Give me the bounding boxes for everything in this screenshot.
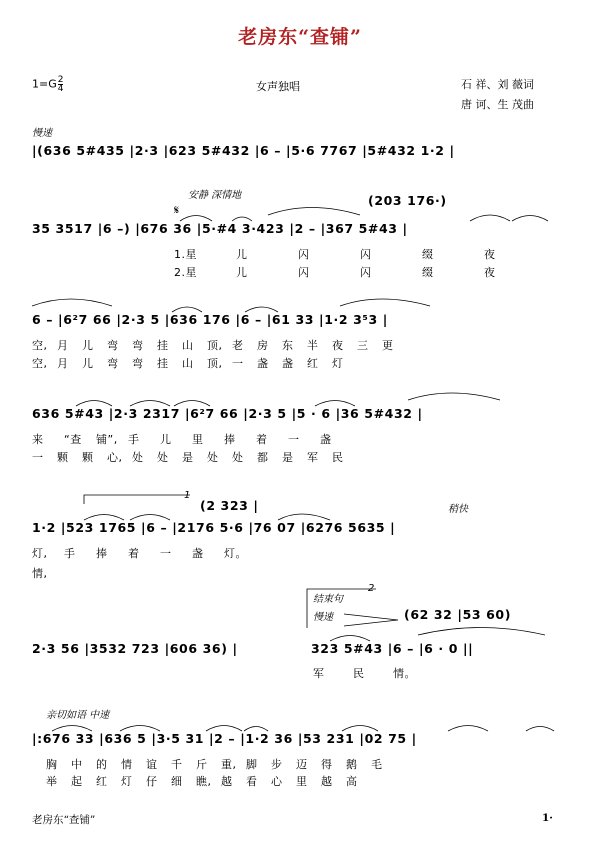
lyric-syllable: 脚 [246, 758, 258, 771]
slur [120, 726, 160, 732]
slur [340, 299, 430, 306]
lyric-syllable: 千 [171, 758, 183, 771]
lyric-syllable: 顶, [207, 357, 223, 370]
lyric-syllable: 儿 [160, 433, 172, 446]
coda-stave: 323 5#43 |6 – |6 · 0 || [311, 641, 474, 656]
lyric-syllable: 盏 [282, 357, 294, 370]
lyric-syllable: 弯 [107, 357, 119, 370]
lyric-syllable: 都 [257, 451, 269, 464]
slur [342, 726, 378, 732]
slur [244, 727, 268, 732]
lyric-syllable: 情 [121, 758, 133, 771]
lyric-syllable: 里 [296, 775, 308, 788]
lyric-syllable: 军 [307, 451, 319, 464]
lyric-syllable: 儿 [82, 357, 94, 370]
lyric-syllable: 迈 [296, 758, 308, 771]
slur [130, 401, 170, 407]
lyric-syllable: 盏 [192, 547, 204, 560]
lyric-syllable: 灯, [32, 547, 48, 560]
slur [526, 727, 554, 732]
lyric-syllable: 弯 [132, 339, 144, 352]
lyric-syllable: 夜 [484, 248, 496, 261]
slur [232, 217, 252, 221]
lyric-syllable: 着 [256, 433, 268, 446]
segno-icon: 𝄋 [174, 203, 180, 217]
lyric-syllable: 毛 [371, 758, 383, 771]
lyric-syllable: 闪 [360, 248, 372, 261]
lyric-syllable: 处 [132, 451, 144, 464]
slur [206, 726, 242, 732]
tempo-intro: 慢速 [32, 128, 52, 139]
volta-2-bracket [307, 589, 376, 628]
slur [174, 401, 210, 407]
lyric-syllable: 高 [346, 775, 358, 788]
lyric-syllable: 月 [57, 339, 69, 352]
slur [278, 514, 330, 520]
key-label: 1=G [32, 77, 57, 91]
lyric-syllable: 民 [332, 451, 344, 464]
lyric-syllable: 捧 [96, 547, 108, 560]
slur [315, 401, 355, 407]
slur [245, 307, 278, 312]
lyric-syllable: 颗 [57, 451, 69, 464]
slur [76, 401, 112, 407]
stave-8: |:676 33 |636 5 |3·5 31 |2 – |1·2 36 |53 231 |02 75 | [32, 731, 417, 746]
composer-credit: 唐 诃、生 茂曲 [461, 98, 534, 111]
coda-tempo: 慢速 [313, 612, 333, 623]
lyric-syllable: 一 [32, 451, 44, 464]
lyric-syllable: 谊 [146, 758, 158, 771]
slur [448, 726, 488, 732]
lyric-syllable: 老 [232, 339, 244, 352]
lyric-syllable: 月 [57, 357, 69, 370]
lyric-syllable: 闪 [298, 266, 310, 279]
lyric-syllable: 情, [32, 567, 48, 580]
lyric-syllable: 铺”, [96, 433, 118, 446]
lyric-syllable: 的 [96, 758, 108, 771]
lyric-syllable: 步 [271, 758, 283, 771]
coda-label: 结束句 [313, 594, 343, 605]
lyric-syllable: 越 [221, 775, 233, 788]
lyric-syllable: 细 [171, 775, 183, 788]
lyric-syllable: 半 [307, 339, 319, 352]
lyricist-credit: 石 祥、刘 薇词 [461, 78, 534, 91]
slur [330, 636, 370, 642]
lyric-syllable: 斤 [196, 758, 208, 771]
slur [84, 515, 124, 521]
lyric-syllable: 胸 [46, 758, 58, 771]
lyric-syllable: 来 [32, 433, 44, 446]
lyric-syllable: 挂 [157, 357, 169, 370]
dynamic-hairpin [344, 614, 398, 626]
lyric-syllable: 三 [357, 339, 369, 352]
lyric-syllable: 盏 [257, 357, 269, 370]
slur [470, 215, 510, 221]
lyric-syllable: 是 [282, 451, 294, 464]
lyric-syllable: 夜 [484, 266, 496, 279]
lyric-syllable: 灯。 [224, 547, 247, 560]
lyric-syllable: 一 [160, 547, 172, 560]
lyric-syllable: 心, [107, 451, 123, 464]
slur [512, 216, 548, 222]
lyric-syllable: 儿 [82, 339, 94, 352]
lyric-syllable: 着 [128, 547, 140, 560]
lyric-syllable: 处 [207, 451, 219, 464]
lyric-syllable: 中 [71, 758, 83, 771]
lyric-syllable: 盏 [320, 433, 332, 446]
volta-1-number: 1 [184, 490, 191, 501]
tempo-faster: 稍快 [448, 504, 468, 515]
lyric-syllable: 越 [321, 775, 333, 788]
stave-2-pickup: (203 176·) [368, 193, 447, 208]
lyric-syllable: 弯 [107, 339, 119, 352]
slur [418, 628, 545, 636]
slur [172, 307, 202, 312]
lyric-syllable: 2.星 [174, 266, 197, 279]
lyric-syllable: 缀 [422, 266, 434, 279]
lyric-syllable: 红 [96, 775, 108, 788]
lyric-syllable: 军 [313, 667, 325, 680]
slur [52, 726, 92, 732]
lyric-syllable: 灯 [121, 775, 133, 788]
slur [130, 515, 170, 521]
lyric-syllable: 东 [282, 339, 294, 352]
lyric-syllable: 起 [71, 775, 83, 788]
stave-2: 35 3517 |6 –) |676 36 |5·#4 3·423 |2 – |367 5#43 | [32, 221, 408, 236]
lyric-syllable: 山 [182, 339, 194, 352]
lyric-syllable: 情。 [393, 667, 416, 680]
lyric-syllable: 颗 [82, 451, 94, 464]
lyric-syllable: 空, [32, 339, 48, 352]
lyric-syllable: 夜 [332, 339, 344, 352]
lyric-syllable: 空, [32, 357, 48, 370]
lyric-syllable: 顶, [207, 339, 223, 352]
slur [32, 299, 112, 306]
volta-2-number: 2 [368, 583, 375, 594]
lyric-syllable: 处 [157, 451, 169, 464]
footer-title: 老房东“查铺” [32, 814, 96, 826]
stave-5: 1·2 |523 1765 |6 – |2176 5·6 |76 07 |6276 5635 | [32, 520, 396, 535]
lyric-syllable: “查 [64, 433, 82, 446]
tempo-second: 亲切如语 中速 [46, 710, 110, 721]
lyric-syllable: 举 [46, 775, 58, 788]
time-denominator: 4 [57, 84, 64, 94]
lyric-syllable: 心 [271, 775, 283, 788]
lyric-syllable: 儿 [236, 266, 248, 279]
lyric-syllable: 看 [246, 775, 258, 788]
lyric-syllable: 闪 [360, 266, 372, 279]
lyric-syllable: 儿 [236, 248, 248, 261]
lyric-syllable: 红 [307, 357, 319, 370]
lyric-syllable: 缀 [422, 248, 434, 261]
lyric-syllable: 处 [232, 451, 244, 464]
page-number: 1· [542, 812, 553, 824]
lyric-syllable: 山 [182, 357, 194, 370]
coda-intro: (62 32 |53 60) [404, 607, 512, 622]
volta-1-bracket [84, 495, 190, 504]
lyric-syllable: 民 [353, 667, 365, 680]
lyric-syllable: 闪 [298, 248, 310, 261]
lyric-syllable: 是 [182, 451, 194, 464]
page-title: 老房东“查铺” [238, 26, 362, 48]
lyric-syllable: 一 [232, 357, 244, 370]
lyric-syllable: 房 [257, 339, 269, 352]
lyric-syllable: 手 [64, 547, 76, 560]
time-numerator: 2 [57, 75, 64, 85]
lyric-syllable: 鹅 [346, 758, 358, 771]
stave-6: 2·3 56 |3532 723 |606 36) | [32, 641, 238, 656]
tempo-verse: 安静 深情地 [188, 190, 242, 201]
stave-4: 636 5#43 |2·3 2317 |6²7 66 |2·3 5 |5 · 6 |36 5#432 | [32, 406, 423, 421]
stave-3: 6 – |6²7 66 |2·3 5 |636 176 |6 – |61 33 |1·2 3⁵3 | [32, 312, 388, 327]
lyric-syllable: 一 [288, 433, 300, 446]
slur [408, 393, 500, 400]
lyric-syllable: 仔 [146, 775, 158, 788]
lyric-syllable: 手 [128, 433, 140, 446]
lyric-syllable: 重, [221, 758, 237, 771]
lyric-syllable: 更 [382, 339, 394, 352]
lyric-syllable: 弯 [132, 357, 144, 370]
subtitle: 女声独唱 [256, 80, 300, 93]
lyric-syllable: 捧 [224, 433, 236, 446]
lyric-syllable: 得 [321, 758, 333, 771]
stave-1: |(636 5#435 |2·3 |623 5#432 |6 – |5·6 7767 |5#432 1·2 | [32, 143, 455, 158]
slur [180, 216, 212, 222]
lyric-syllable: 灯 [332, 357, 344, 370]
lyric-syllable: 里 [192, 433, 204, 446]
lyric-syllable: 挂 [157, 339, 169, 352]
stave-5-pickup: (2 323 | [200, 498, 259, 513]
lyric-syllable: 瞧, [196, 775, 212, 788]
slur [268, 208, 360, 216]
lyric-syllable: 1.星 [174, 248, 197, 261]
